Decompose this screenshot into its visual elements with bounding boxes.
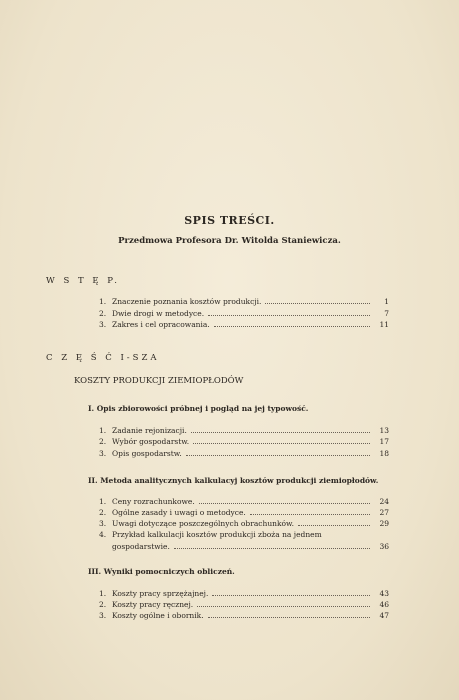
toc-entry — [99, 600, 389, 611]
entry-number: 1. — [99, 589, 107, 598]
leader-dots — [191, 432, 370, 433]
toc-entry — [99, 589, 389, 600]
entry-page: 1 — [384, 297, 389, 306]
leader-dots — [208, 617, 370, 618]
entry-page: 24 — [379, 497, 389, 506]
entry-page: 17 — [379, 437, 389, 446]
entry-page: 13 — [379, 426, 389, 435]
toc-entry — [99, 437, 389, 448]
leader-dots — [199, 503, 370, 504]
leader-dots — [265, 303, 370, 304]
entry-number: 1. — [99, 297, 107, 306]
entry-label: Zadanie rejonizacji. — [112, 426, 187, 435]
toc-title: SPIS TREŚCI. — [184, 214, 275, 227]
toc-entry — [99, 519, 389, 530]
leader-dots — [197, 606, 370, 607]
leader-dots — [214, 326, 370, 327]
chapter-heading: II. Metoda analitycznych kalkulacyj kosztów produkcji ziemiopłodów. — [88, 476, 379, 485]
entry-label: Koszty pracy ręcznej. — [112, 600, 194, 609]
toc-entry — [99, 530, 389, 541]
entry-number: 3. — [99, 320, 107, 329]
entry-number: 2. — [99, 600, 107, 609]
entry-label: Koszty ogólne i obornik. — [112, 611, 204, 620]
entry-label: Zakres i cel opracowania. — [112, 320, 210, 329]
toc-entry — [99, 449, 389, 460]
entry-number: 3. — [99, 449, 107, 458]
toc-entry — [99, 297, 389, 308]
chapter-heading: III. Wyniki pomocniczych obliczeń. — [88, 567, 235, 576]
entry-number: 4. — [99, 530, 107, 539]
toc-entry — [99, 611, 389, 622]
leader-dots — [186, 455, 370, 456]
toc-entry — [99, 426, 389, 437]
entry-page: 47 — [379, 611, 389, 620]
entry-number: 2. — [99, 508, 107, 517]
chapter-heading: I. Opis zbiorowości próbnej i pogląd na jej typowość. — [88, 404, 309, 413]
leader-dots — [208, 315, 370, 316]
entry-number: 2. — [99, 309, 107, 318]
entry-number: 2. — [99, 437, 107, 446]
entry-page: 46 — [379, 600, 389, 609]
preface-line: Przedmowa Profesora Dr. Witolda Staniewicza. — [118, 236, 341, 246]
entry-label: gospodarstwie. — [112, 542, 170, 551]
entry-page: 18 — [379, 449, 389, 458]
entry-label: Ogólne zasady i uwagi o metodyce. — [112, 508, 246, 517]
entry-number: 3. — [99, 519, 107, 528]
entry-number: 3. — [99, 611, 107, 620]
toc-entry-continuation — [112, 542, 389, 553]
entry-page: 27 — [379, 508, 389, 517]
entry-label: Dwie drogi w metodyce. — [112, 309, 205, 318]
leader-dots — [174, 548, 370, 549]
section-heading-wstep: W S T Ę P. — [46, 276, 120, 286]
leader-dots — [250, 514, 370, 515]
entry-page: 36 — [379, 542, 389, 551]
entry-label: Opis gospodarstw. — [112, 449, 182, 458]
leader-dots — [193, 443, 370, 444]
entry-number: 1. — [99, 497, 107, 506]
toc-entry — [99, 320, 389, 331]
entry-number: 1. — [99, 426, 107, 435]
entry-label: Uwagi dotyczące poszczególnych obrachunków. — [112, 519, 294, 528]
toc-entry — [99, 508, 389, 519]
toc-entry — [99, 309, 389, 320]
entry-page: 43 — [379, 589, 389, 598]
entry-label: Koszty pracy sprzężajnej. — [112, 589, 209, 598]
leader-dots — [298, 525, 370, 526]
entry-page: 29 — [379, 519, 389, 528]
entry-page: 7 — [384, 309, 389, 318]
entry-label: Znaczenie poznania kosztów produkcji. — [112, 297, 262, 306]
entry-label: Wybór gospodarstw. — [112, 437, 190, 446]
part-subheading: KOSZTY PRODUKCJI ZIEMIOPŁODÓW — [74, 376, 244, 386]
entry-page: 11 — [379, 320, 389, 329]
leader-dots — [212, 595, 370, 596]
toc-entry — [99, 497, 389, 508]
entry-label: Przykład kalkulacji kosztów produkcji zboża na jednem — [112, 530, 322, 539]
entry-label: Ceny rozrachunkowe. — [112, 497, 195, 506]
part-heading: C Z Ę Ś Ć I-SZA — [46, 353, 160, 363]
